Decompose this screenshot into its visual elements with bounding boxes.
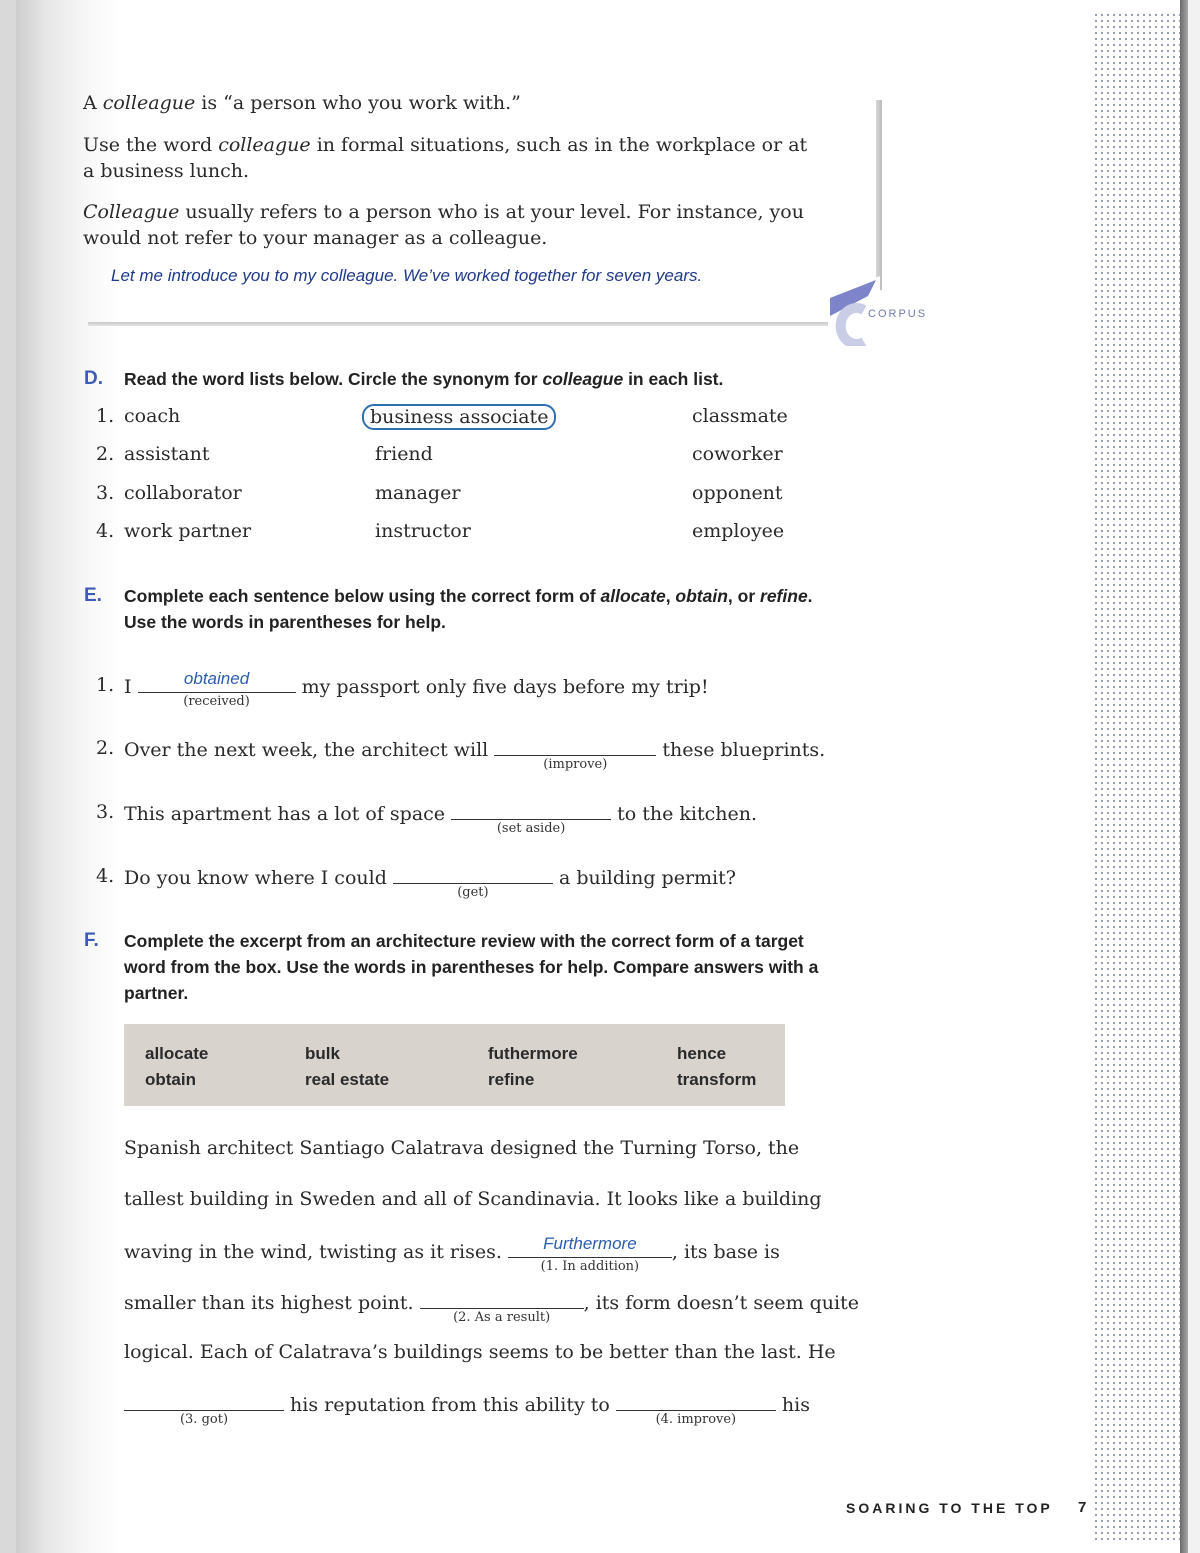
section-d-instruction: Read the word lists below. Circle the synonym for colleague in each list. — [124, 369, 724, 389]
hint-text: (received) — [183, 694, 250, 709]
answer-blank[interactable] — [508, 1234, 672, 1274]
corpus-label: CORPUS — [868, 308, 928, 320]
word-box-item: transform — [677, 1070, 757, 1089]
handwritten-answer: Furthermore — [543, 1234, 637, 1253]
word-option[interactable]: assistant — [124, 443, 210, 465]
word-option[interactable]: employee — [692, 520, 785, 542]
hint-text: (2. As a result) — [453, 1310, 551, 1325]
answer-blank[interactable] — [494, 737, 656, 772]
word-option[interactable]: friend — [375, 443, 433, 465]
hint-text: (improve) — [543, 757, 608, 772]
handwritten-answer: obtained — [183, 669, 250, 688]
info-box-border-right — [876, 100, 882, 290]
hint-text: (get) — [457, 885, 489, 900]
hint-text: (4. improve) — [655, 1412, 737, 1427]
page-number: 7 — [1078, 1499, 1087, 1516]
sentence-item-2: Over the next week, the architect will (improve) these blueprints. — [124, 739, 826, 772]
info-definition: A colleague is “a person who you work with.” — [83, 92, 521, 114]
answer-blank[interactable] — [451, 801, 611, 836]
item-number: 2. — [96, 737, 115, 759]
section-e-letter: E. — [84, 585, 102, 606]
row-number: 3. — [96, 482, 115, 504]
info-box-border-bottom — [88, 322, 833, 326]
word-option[interactable]: opponent — [692, 482, 783, 504]
dotted-margin-strip — [1093, 12, 1181, 1540]
item-number: 3. — [96, 801, 115, 823]
section-f-letter: F. — [84, 930, 99, 951]
sentence-item-1: I obtained (received) my passport only five days before my trip! — [124, 669, 709, 709]
sentence-item-4: Do you know where I could (get) a building permit? — [124, 867, 736, 900]
footer-unit-title: SOARING TO THE TOP — [846, 1500, 1053, 1516]
word-box-item: obtain — [145, 1070, 196, 1089]
row-number: 1. — [96, 405, 115, 427]
answer-blank[interactable] — [124, 1392, 284, 1427]
word-option[interactable]: collaborator — [124, 482, 242, 504]
word-option[interactable]: classmate — [692, 405, 788, 427]
page-right-margin — [1188, 0, 1200, 1553]
passage-line-1: Spanish architect Santiago Calatrava designed the Turning Torso, the — [124, 1137, 800, 1159]
info-usage: Use the word colleague in formal situations, such as in the workplace or at a business lunch. — [83, 134, 808, 182]
row-number: 4. — [96, 520, 115, 542]
sentence-item-3: This apartment has a lot of space (set aside) to the kitchen. — [124, 803, 758, 836]
page-left-edge — [0, 0, 16, 1553]
row-number: 2. — [96, 443, 115, 465]
word-box-item: allocate — [145, 1044, 209, 1063]
hint-text: (set aside) — [496, 821, 566, 836]
word-box-item: real estate — [305, 1070, 390, 1089]
info-example-sentence: Let me introduce you to my colleague. We’ve worked together for seven years. — [111, 266, 703, 285]
passage-line-2: tallest building in Sweden and all of Scandinavia. It looks like a building — [124, 1188, 822, 1210]
info-level-note: Colleague usually refers to a person who is at your level. For instance, you would not refer to your manager as a colleague. — [83, 201, 804, 249]
page-right-edge — [1180, 0, 1188, 1553]
word-option[interactable]: instructor — [375, 520, 471, 542]
item-number: 4. — [96, 865, 115, 887]
section-f-instruction: Complete the excerpt from an architecture review with the correct form of a target word from the box. Use the words in parentheses for help. Compare answers with a partner. — [124, 931, 819, 1003]
passage-line-3: waving in the wind, twisting as it rises. Furthermore (1. In addition) , its base is — [124, 1234, 780, 1274]
word-option-circled[interactable]: business associate — [362, 404, 556, 430]
hint-text: (1. In addition) — [540, 1259, 640, 1274]
passage-line-5: logical. Each of Calatrava’s buildings seems to be better than the last. He — [124, 1341, 836, 1363]
word-box-item: futhermore — [488, 1044, 578, 1063]
word-option[interactable]: coach — [124, 405, 181, 427]
passage-line-6: (3. got) his reputation from this ability to (4. improve) his — [124, 1392, 810, 1416]
word-option[interactable]: work partner — [124, 520, 252, 542]
answer-blank[interactable] — [616, 1392, 776, 1427]
answer-blank[interactable] — [420, 1290, 584, 1325]
passage-line-4: smaller than its highest point. (2. As a result) , its form doesn’t seem quite — [124, 1292, 859, 1325]
hint-text: (3. got) — [179, 1412, 229, 1427]
section-e-instruction: Complete each sentence below using the correct form of allocate, obtain, or refine. Use the words in parentheses for help. — [124, 586, 813, 632]
word-option[interactable]: manager — [375, 482, 461, 504]
answer-blank[interactable] — [393, 865, 553, 900]
word-box-item: bulk — [305, 1044, 340, 1063]
answer-blank[interactable] — [138, 669, 296, 709]
word-box-item: hence — [677, 1044, 727, 1063]
section-d-letter: D. — [84, 368, 103, 389]
item-number: 1. — [96, 674, 115, 696]
word-option[interactable]: coworker — [692, 443, 783, 465]
word-box-item: refine — [488, 1070, 535, 1089]
word-box — [124, 1024, 785, 1106]
